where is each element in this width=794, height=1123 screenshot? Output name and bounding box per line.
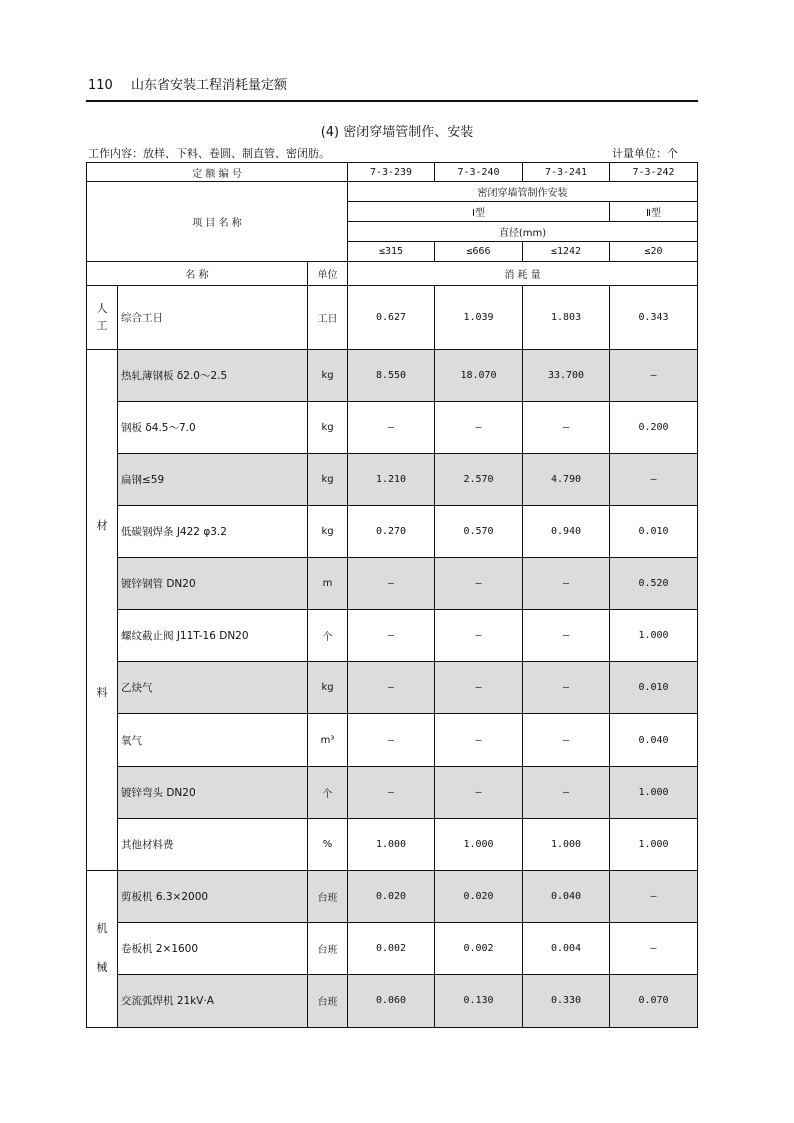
col-unit-header: 单位: [308, 262, 348, 286]
consumption-value: 0.520: [610, 558, 698, 610]
category-char: 人: [96, 302, 108, 316]
consumption-value: —: [523, 558, 610, 610]
consumption-value: —: [435, 610, 523, 662]
resource-unit: kg: [308, 662, 348, 714]
resource-name: 综合工日: [118, 286, 308, 350]
resource-unit: kg: [308, 402, 348, 454]
consumption-value: 18.070: [435, 350, 523, 402]
consumption-value: —: [523, 662, 610, 714]
resource-name: 交流弧焊机 21kV·A: [118, 974, 308, 1027]
resource-name: 镀锌钢管 DN20: [118, 558, 308, 610]
page-header: [88, 74, 287, 93]
consumption-value: —: [610, 922, 698, 974]
resource-unit: 台班: [308, 870, 348, 922]
consumption-value: 0.010: [610, 506, 698, 558]
quota-label: 定 额 编 号: [87, 163, 348, 182]
resource-unit: %: [308, 818, 348, 870]
category-char: 料: [96, 685, 108, 699]
consumption-value: —: [348, 714, 435, 766]
category-char: 机: [96, 922, 108, 936]
resource-name: 低碳钢焊条 J422 φ3.2: [118, 506, 308, 558]
resource-name: 卷板机 2×1600: [118, 922, 308, 974]
consumption-value: 1.000: [610, 766, 698, 818]
consumption-value: 0.070: [610, 974, 698, 1027]
col-consumption-header: 消 耗 量: [348, 262, 698, 286]
consumption-value: 0.627: [348, 286, 435, 350]
resource-unit: kg: [308, 506, 348, 558]
consumption-value: —: [435, 766, 523, 818]
consumption-value: 0.020: [348, 870, 435, 922]
consumption-value: 0.270: [348, 506, 435, 558]
resource-name: 扁钢≤59: [118, 454, 308, 506]
consumption-value: —: [523, 714, 610, 766]
consumption-value: 0.200: [610, 402, 698, 454]
consumption-value: 1.210: [348, 454, 435, 506]
consumption-value: 1.000: [348, 818, 435, 870]
consumption-value: 0.940: [523, 506, 610, 558]
consumption-value: 1.000: [610, 818, 698, 870]
type-1-label: Ⅰ型: [348, 202, 610, 222]
consumption-value: 0.010: [610, 662, 698, 714]
resource-unit: kg: [308, 350, 348, 402]
resource-name: 钢板 δ4.5～7.0: [118, 402, 308, 454]
type-2-label: Ⅱ型: [610, 202, 698, 222]
resource-name: 剪板机 6.3×2000: [118, 870, 308, 922]
consumption-value: 8.550: [348, 350, 435, 402]
quota-code: 7-3-239: [348, 163, 435, 182]
consumption-value: 0.002: [435, 922, 523, 974]
resource-unit: kg: [308, 454, 348, 506]
diameter-value: ≤1242: [523, 242, 610, 262]
consumption-value: 0.020: [435, 870, 523, 922]
resource-name: 螺纹截止阀 J11T-16 DN20: [118, 610, 308, 662]
consumption-value: 0.004: [523, 922, 610, 974]
consumption-value: 1.000: [435, 818, 523, 870]
consumption-value: —: [348, 558, 435, 610]
category-material: [87, 350, 118, 870]
consumption-value: 0.570: [435, 506, 523, 558]
consumption-value: —: [523, 610, 610, 662]
consumption-value: —: [523, 402, 610, 454]
diameter-value: ≤666: [435, 242, 523, 262]
consumption-value: —: [435, 402, 523, 454]
resource-name: 氧气: [118, 714, 308, 766]
consumption-value: —: [610, 870, 698, 922]
consumption-value: —: [348, 402, 435, 454]
header-rule: [86, 100, 698, 102]
category-machine: [87, 870, 118, 1027]
diameter-value: ≤315: [348, 242, 435, 262]
resource-unit: m³: [308, 714, 348, 766]
consumption-value: 0.040: [610, 714, 698, 766]
diameter-label: 直径(mm): [348, 222, 698, 242]
consumption-value: 1.000: [610, 610, 698, 662]
page-number: 110: [88, 78, 113, 93]
resource-name: 热轧薄钢板 δ2.0～2.5: [118, 350, 308, 402]
consumption-value: —: [348, 610, 435, 662]
col-name-header: 名 称: [87, 262, 308, 286]
quota-code: 7-3-242: [610, 163, 698, 182]
quota-code: 7-3-240: [435, 163, 523, 182]
consumption-value: 2.570: [435, 454, 523, 506]
consumption-value: 1.803: [523, 286, 610, 350]
section-title: (4) 密闭穿墙管制作、安装: [320, 125, 474, 140]
consumption-value: 4.790: [523, 454, 610, 506]
resource-unit: 个: [308, 766, 348, 818]
consumption-value: —: [435, 714, 523, 766]
consumption-value: —: [610, 350, 698, 402]
category-char: 工: [96, 318, 108, 332]
category-char: 材: [96, 519, 108, 533]
consumption-value: 0.343: [610, 286, 698, 350]
book-title: 山东省安装工程消耗量定额: [130, 78, 287, 93]
consumption-value: 0.040: [523, 870, 610, 922]
resource-unit: 台班: [308, 974, 348, 1027]
group-title: 密闭穿墙管制作安装: [348, 182, 698, 202]
work-content: 工作内容：放样、下料、卷圆、制直管、密闭肪。: [88, 147, 330, 160]
consumption-value: 0.130: [435, 974, 523, 1027]
measure-unit: 计量单位：个: [612, 147, 678, 160]
consumption-value: 1.000: [523, 818, 610, 870]
consumption-value: 1.039: [435, 286, 523, 350]
category-labor: [87, 286, 118, 350]
resource-unit: 台班: [308, 922, 348, 974]
category-char: 械: [96, 960, 108, 974]
resource-name: 镀锌弯头 DN20: [118, 766, 308, 818]
consumption-value: 33.700: [523, 350, 610, 402]
quota-table: [86, 162, 698, 1028]
consumption-value: —: [435, 558, 523, 610]
consumption-value: —: [435, 662, 523, 714]
resource-name: 其他材料费: [118, 818, 308, 870]
resource-unit: 工日: [308, 286, 348, 350]
consumption-value: —: [523, 766, 610, 818]
consumption-value: —: [610, 454, 698, 506]
item-name-label: 项 目 名 称: [87, 182, 348, 262]
resource-unit: m: [308, 558, 348, 610]
resource-name: 乙炔气: [118, 662, 308, 714]
consumption-value: —: [348, 766, 435, 818]
quota-code: 7-3-241: [523, 163, 610, 182]
consumption-value: 0.002: [348, 922, 435, 974]
diameter-value: ≤20: [610, 242, 698, 262]
consumption-value: 0.330: [523, 974, 610, 1027]
resource-unit: 个: [308, 610, 348, 662]
consumption-value: —: [348, 662, 435, 714]
consumption-value: 0.060: [348, 974, 435, 1027]
